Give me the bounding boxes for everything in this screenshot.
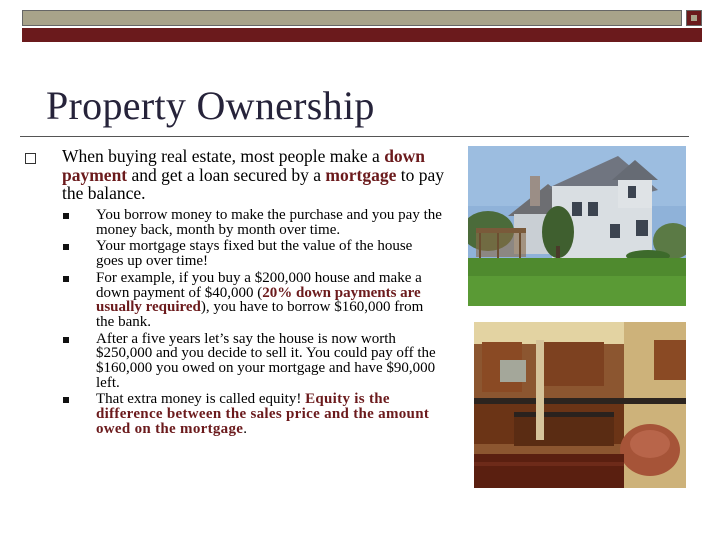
header-square-outline [686, 10, 702, 26]
slide-title: Property Ownership [46, 83, 375, 128]
term-mortgage: mortgage [325, 164, 397, 185]
header-bar-red [22, 28, 702, 42]
list-item: Your mortgage stays fixed but the value of the house goes up over time! [62, 239, 442, 268]
square-bullet-icon [63, 213, 69, 219]
list-item: That extra money is called equity! Equity is the difference between the sales price and the amount owed on the mortgage. [62, 392, 442, 436]
list-item: You borrow money to make the purchase and you pay the money back, month by month over time. [62, 208, 442, 237]
sub-bullet-list [62, 208, 442, 439]
emphasis-20-percent: 20% down payments are usually required [96, 284, 421, 316]
main-bullet-text: When buying real estate, most people make a down payment and get a loan secured by a mortgage to pay the balance. [62, 146, 444, 203]
square-bullet-icon [63, 276, 69, 282]
square-bullet-icon [63, 337, 69, 343]
equity-definition: Equity is the difference between the sales price and the amount owed on the mortgage [96, 391, 430, 437]
list-item: After a five years let’s say the house is now worth $250,000 and you decide to sell it. You could pay off the $160,000 you owed on your mortgage and have $90,000 left. [62, 332, 442, 391]
square-bullet-icon [63, 244, 69, 250]
term-down-payment: down payment [62, 146, 426, 185]
list-item: For example, if you buy a $200,000 house and make a down payment of $40,000 (20% down payments are usually required), you have to borrow $160,000 from the bank. [62, 271, 442, 330]
house-photo [468, 146, 686, 306]
square-bullet-icon [63, 397, 69, 403]
kitchen-photo [474, 322, 686, 488]
hollow-square-bullet-icon [25, 153, 36, 164]
header-bar-olive [22, 10, 682, 26]
title-divider [20, 136, 689, 137]
